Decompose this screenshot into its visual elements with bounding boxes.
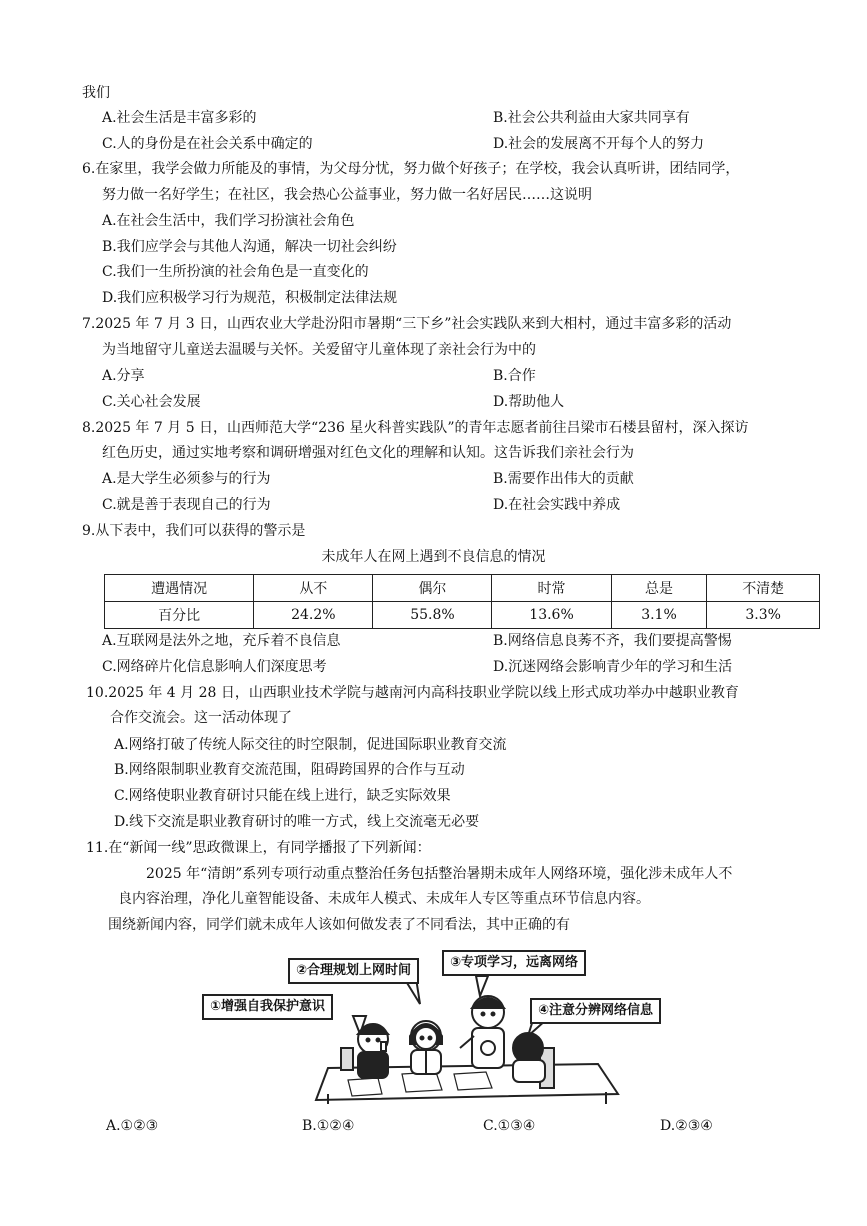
q8-stem-line2: 红色历史，通过实地考察和调研增强对红色文化的理解和认知。这告诉我们亲社会行为	[102, 445, 634, 461]
table-row	[105, 602, 820, 629]
q10-option-a[interactable]: A.网络打破了传统人际交往的时空限制，促进国际职业教育交流	[114, 737, 507, 753]
q10-option-b[interactable]: B.网络限制职业教育交流范围，阻碍跨国界的合作与互动	[114, 762, 465, 778]
q7-option-a[interactable]: A.分享	[102, 368, 145, 384]
q7-option-c[interactable]: C.关心社会发展	[102, 394, 201, 410]
table-header-cell: 遭遇情况	[105, 575, 254, 602]
q6-option-a[interactable]: A.在社会生活中，我们学习扮演社会角色	[102, 213, 355, 229]
table-cell: 13.6%	[492, 602, 611, 629]
table-header-cell: 从不	[254, 575, 373, 602]
bubble-2: ②合理规划上网时间	[288, 958, 419, 984]
q11-news-line1: 2025 年“清朗”系列专项行动重点整治任务包括整治暑期未成年人网络环境，强化涉未成年人不	[146, 866, 733, 882]
table-cell: 55.8%	[373, 602, 492, 629]
table-header-cell: 不清楚	[707, 575, 820, 602]
q10-option-c[interactable]: C.网络使职业教育研讨只能在线上进行，缺乏实际效果	[114, 788, 451, 804]
table-header-cell: 总是	[611, 575, 707, 602]
q7-stem-line1: 7.2025 年 7 月 3 日，山西农业大学赴汾阳市暑期“三下乡”社会实践队来到大相村，通过丰富多彩的活动	[82, 316, 732, 332]
q11-option-b[interactable]: B.①②④	[302, 1118, 355, 1134]
q10-stem-line2: 合作交流会。这一活动体现了	[110, 710, 292, 726]
q9-stem: 9.从下表中，我们可以获得的警示是	[82, 523, 306, 539]
q8-option-a[interactable]: A.是大学生必须参与的行为	[102, 471, 271, 487]
q6-stem-line2: 努力做一名好学生；在社区，我会热心公益事业，努力做一名好居民……这说明	[102, 187, 592, 203]
discussion-illustration	[198, 944, 676, 1104]
q8-stem-line1: 8.2025 年 7 月 5 日，山西师范大学“236 星火科普实践队”的青年志愿者前往吕梁市石楼县留村，深入探访	[82, 420, 749, 436]
q11-option-a[interactable]: A.①②③	[106, 1118, 159, 1134]
q8-option-b[interactable]: B.需要作出伟大的贡献	[493, 471, 634, 487]
students-illustration	[198, 944, 676, 1104]
table-cell: 3.1%	[611, 602, 707, 629]
q9-option-b[interactable]: B.网络信息良莠不齐，我们要提高警惕	[493, 633, 732, 649]
q5-option-b[interactable]: B.社会公共利益由大家共同享有	[493, 110, 690, 126]
q9-table	[104, 574, 820, 629]
q10-stem-line1: 10.2025 年 4 月 28 日，山西职业技术学院与越南河内高科技职业学院以线上形式成功举办中越职业教育	[86, 685, 739, 701]
q11-option-d[interactable]: D.②③④	[660, 1118, 713, 1134]
q6-option-c[interactable]: C.我们一生所扮演的社会角色是一直变化的	[102, 264, 369, 280]
table-cell: 3.3%	[707, 602, 820, 629]
q7-stem-line2: 为当地留守儿童送去温暖与关怀。关爱留守儿童体现了亲社会行为中的	[102, 342, 536, 358]
q5-option-a[interactable]: A.社会生活是丰富多彩的	[102, 110, 257, 126]
q9-table-title: 未成年人在网上遇到不良信息的情况	[321, 549, 546, 565]
q8-option-c[interactable]: C.就是善于表现自己的行为	[102, 497, 271, 513]
q6-stem-line1: 6.在家里，我学会做力所能及的事情，为父母分忧，努力做个好孩子；在学校，我会认真听讲，团结同学，	[82, 161, 740, 177]
q9-option-c[interactable]: C.网络碎片化信息影响人们深度思考	[102, 659, 327, 675]
q11-stem-line2: 围绕新闻内容，同学们就未成年人该如何做发表了不同看法，其中正确的有	[108, 917, 570, 933]
bubble-4: ④注意分辨网络信息	[530, 998, 661, 1024]
bubble-3: ③专项学习，远离网络	[442, 950, 586, 976]
table-cell: 24.2%	[254, 602, 373, 629]
q7-option-d[interactable]: D.帮助他人	[493, 394, 565, 410]
q6-option-b[interactable]: B.我们应学会与其他人沟通，解决一切社会纠纷	[102, 239, 397, 255]
q11-stem-line1: 11.在“新闻一线”思政微课上，有同学播报了下列新闻：	[86, 840, 431, 856]
q11-news-line2: 良内容治理，净化儿童智能设备、未成年人模式、未成年人专区等重点环节信息内容。	[118, 891, 650, 907]
table-header-cell: 时常	[492, 575, 611, 602]
q7-option-b[interactable]: B.合作	[493, 368, 536, 384]
q10-option-d[interactable]: D.线下交流是职业教育研讨的唯一方式，线上交流毫无必要	[114, 814, 480, 830]
q11-option-c[interactable]: C.①③④	[483, 1118, 536, 1134]
bubble-1: ①增强自我保护意识	[202, 994, 333, 1020]
table-header-row	[105, 575, 820, 602]
q8-option-d[interactable]: D.在社会实践中养成	[493, 497, 621, 513]
q5-option-c[interactable]: C.人的身份是在社会关系中确定的	[102, 136, 313, 152]
table-header-cell: 偶尔	[373, 575, 492, 602]
table-cell: 百分比	[105, 602, 254, 629]
q5-stem-tail: 我们	[82, 85, 110, 101]
q9-option-d[interactable]: D.沉迷网络会影响青少年的学习和生活	[493, 659, 733, 675]
q9-option-a[interactable]: A.互联网是法外之地，充斥着不良信息	[102, 633, 341, 649]
q6-option-d[interactable]: D.我们应积极学习行为规范，积极制定法律法规	[102, 290, 398, 306]
q5-option-d[interactable]: D.社会的发展离不开每个人的努力	[493, 136, 705, 152]
